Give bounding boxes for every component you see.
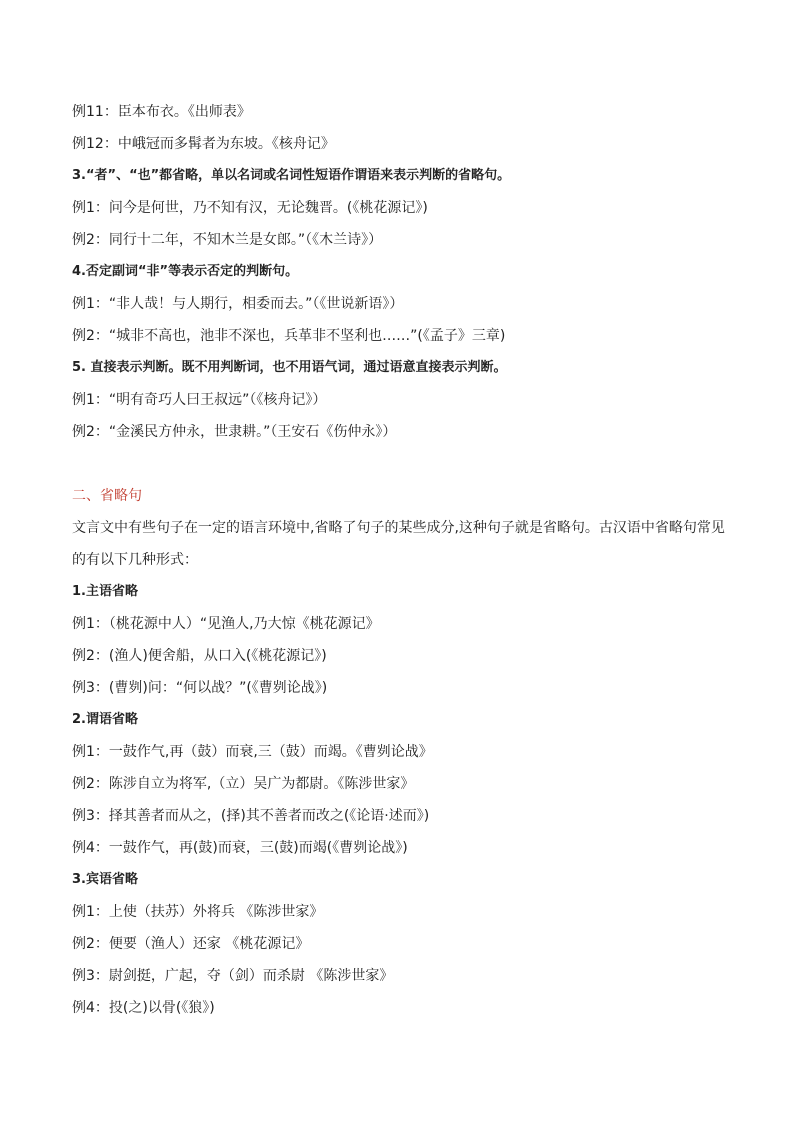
example-line: 例1：问今是何世，乃不知有汉，无论魏晋。(《桃花源记》)	[72, 200, 428, 216]
example-line: 例2：“金溪民方仲永，世隶耕。”（王安石《伤仲永》）	[72, 424, 397, 440]
subsection-heading: 2.谓语省略	[72, 712, 138, 727]
example-line: 例11：臣本布衣。《出师表》	[72, 104, 251, 120]
rule-heading: 4.否定副词“非”等表示否定的判断句。	[72, 264, 299, 279]
example-line: 例2：陈涉自立为将军,（立）吴广为都尉。《陈涉世家》	[72, 776, 415, 792]
example-line: 例2：“城非不高也，池非不深也，兵革非不坚利也……”(《孟子》三章)	[72, 328, 506, 344]
section-heading: 二、省略句	[72, 488, 142, 504]
example-line: 例4：一鼓作气，再(鼓)而衰，三(鼓)而竭(《曹刿论战》)	[72, 840, 408, 856]
example-line: 例3：(曹刿)问：“何以战？”(《曹刿论战》)	[72, 680, 328, 696]
example-line: 例2：同行十二年，不知木兰是女郎。”（《木兰诗》）	[72, 232, 383, 248]
section-intro: 文言文中有些句子在一定的语言环境中,省略了句子的某些成分,这种句子就是省略句。古汉语中省略句常见的有以下几种形式：	[72, 520, 725, 568]
subsection-heading: 3.宾语省略	[72, 872, 138, 887]
example-line: 例3：择其善者而从之，(择)其不善者而改之(《论语·述而》)	[72, 808, 430, 824]
example-line: 例12：中峨冠而多髯者为东坡。《核舟记》	[72, 136, 335, 152]
example-line: 例1：一鼓作气,再（鼓）而衰,三（鼓）而竭。《曹刿论战》	[72, 744, 433, 760]
example-line: 例1：（桃花源中人）“见渔人,乃大惊《桃花源记》	[72, 616, 380, 632]
example-line: 例1：上使（扶苏）外将兵 《陈涉世家》	[72, 904, 324, 920]
rule-heading: 3.“者”、“也”都省略，单以名词或名词性短语作谓语来表示判断的省略句。	[72, 168, 511, 183]
example-line: 例3：尉剑挺，广起，夺（剑）而杀尉 《陈涉世家》	[72, 968, 394, 984]
example-line: 例4：投(之)以骨(《狼》)	[72, 1000, 215, 1016]
example-line: 例1：“非人哉！与人期行，相委而去。”（《世说新语》）	[72, 296, 404, 312]
subsection-heading: 1.主语省略	[72, 584, 138, 599]
example-line: 例1：“明有奇巧人曰王叔远”（《核舟记》）	[72, 392, 327, 408]
rule-heading: 5. 直接表示判断。既不用判断词，也不用语气词，通过语意直接表示判断。	[72, 360, 507, 375]
example-line: 例2：便要（渔人）还家 《桃花源记》	[72, 936, 310, 952]
example-line: 例2：(渔人)便舍船，从口入(《桃花源记》)	[72, 648, 327, 664]
